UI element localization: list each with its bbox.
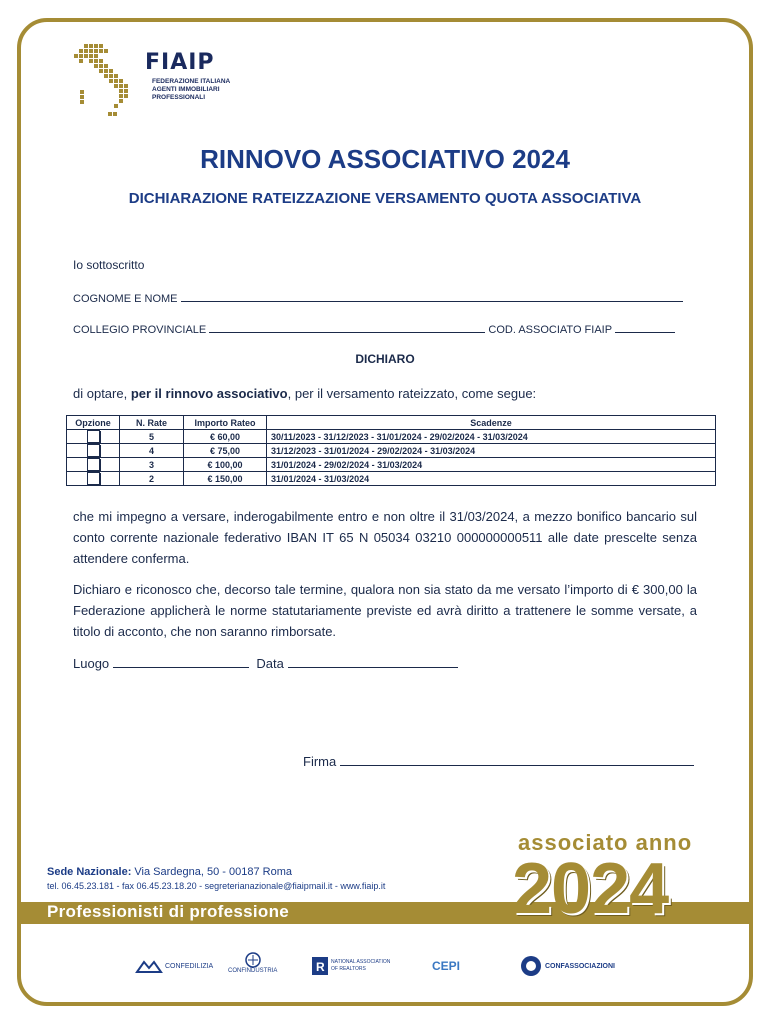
firma-row [303, 754, 694, 769]
collegio-row [73, 322, 675, 336]
cod-associato-label: COD. ASSOCIATO FIAIP [488, 324, 612, 336]
rate-deadlines: 31/01/2024 - 31/03/2024 [267, 472, 716, 486]
partner-logo-nar: R NATIONAL ASSOCIATION OF REALTORS [312, 952, 394, 980]
badge-label: associato anno [518, 830, 693, 855]
header-scadenze: Scadenze [267, 416, 716, 430]
table-row [67, 458, 716, 472]
header-opzione: Opzione [67, 416, 120, 430]
table-row [67, 430, 716, 444]
confindustria-icon [242, 952, 264, 968]
footer-address: Sede Nazionale: Via Sardegna, 50 - 00187 Roma [47, 866, 292, 878]
header-importo: Importo Rateo [184, 416, 267, 430]
badge-year: 2024 [512, 849, 669, 929]
collegio-field[interactable] [209, 322, 485, 333]
dichiaro-heading: DICHIARO [355, 352, 415, 366]
rate-deadlines: 31/01/2024 - 29/02/2024 - 31/03/2024 [267, 458, 716, 472]
partner-logo-cepi: CEPI [432, 959, 461, 973]
intro-text: Io sottoscritto [73, 258, 145, 272]
options-table [66, 415, 716, 486]
rate-count: 5 [120, 430, 184, 444]
logo-wordmark: FIAIP [145, 50, 215, 75]
option-checkbox[interactable] [87, 472, 100, 485]
luogo-data-row [73, 656, 458, 671]
page-title: RINNOVO ASSOCIATIVO 2024 [200, 144, 570, 174]
cognome-label: COGNOME E NOME [73, 293, 178, 305]
table-row [67, 444, 716, 458]
partner-logo-confindustria: CONFINDUSTRIA [228, 952, 277, 980]
cognome-field[interactable] [181, 291, 683, 302]
confedilizia-icon [136, 958, 162, 974]
option-intro: di optare, per il rinnovo associativo, per il versamento rateizzato, come segue: [73, 386, 537, 401]
rate-deadlines: 30/11/2023 - 31/12/2023 - 31/01/2024 - 29/02/2024 - 31/03/2024 [267, 430, 716, 444]
svg-text:R: R [316, 960, 325, 974]
confassociazioni-icon [520, 955, 542, 977]
table-row [67, 472, 716, 486]
luogo-label: Luogo [73, 656, 110, 671]
firma-label: Firma [303, 754, 337, 769]
rate-amount: € 60,00 [184, 430, 267, 444]
rate-deadlines: 31/12/2023 - 31/01/2024 - 29/02/2024 - 31/03/2024 [267, 444, 716, 458]
realtor-r-icon [312, 957, 328, 975]
data-label: Data [256, 656, 284, 671]
header-n-rate: N. Rate [120, 416, 184, 430]
rate-amount: € 150,00 [184, 472, 267, 486]
page-subtitle: DICHIARAZIONE RATEIZZAZIONE VERSAMENTO QUOTA ASSOCIATIVA [128, 190, 642, 207]
luogo-field[interactable] [113, 657, 249, 668]
acknowledgement-paragraph: Dichiaro e riconosco che, decorso tale termine, qualora non sia stato da me versato l’importo di € 300,00 la Federazione applicherà le norme statutariamente previste ed avrà diritto a trattenere le somme versate, a titolo di acconto, che non saranno rimborsate. [73, 582, 697, 639]
footer-tagline: Professionisti di professione [47, 902, 290, 921]
cognome-row [73, 291, 683, 305]
cod-associato-field[interactable] [615, 322, 675, 333]
option-checkbox[interactable] [87, 458, 100, 471]
firma-field[interactable] [340, 755, 694, 766]
data-field[interactable] [288, 657, 458, 668]
footer-contacts: tel. 06.45.23.181 - fax 06.45.23.18.20 - segreterianazionale@fiaipmail.it - www.fiaip.it [47, 881, 386, 891]
logo-subtitle: FEDERAZIONE ITALIANA AGENTI IMMOBILIARI PROFESSIONALI [152, 78, 231, 101]
rate-amount: € 100,00 [184, 458, 267, 472]
rate-count: 2 [120, 472, 184, 486]
partner-logo-confedilizia: CONFEDILIZIA [136, 952, 213, 980]
collegio-label: COLLEGIO PROVINCIALE [73, 324, 207, 336]
partner-logo-confassociazioni: CONFASSOCIAZIONI [520, 952, 615, 980]
option-checkbox[interactable] [87, 430, 100, 443]
italy-map-logo-icon [70, 42, 140, 122]
rate-amount: € 75,00 [184, 444, 267, 458]
rate-count: 4 [120, 444, 184, 458]
commitment-paragraph: che mi impegno a versare, inderogabilmente entro e non oltre il 31/03/2024, a mezzo bonifico bancario sul conto corrente nazionale federativo IBAN IT 65 N 05034 03210 000000000511 alle date prescelte senza attendere conferma. [73, 509, 697, 566]
rate-count: 3 [120, 458, 184, 472]
option-checkbox[interactable] [87, 444, 100, 457]
